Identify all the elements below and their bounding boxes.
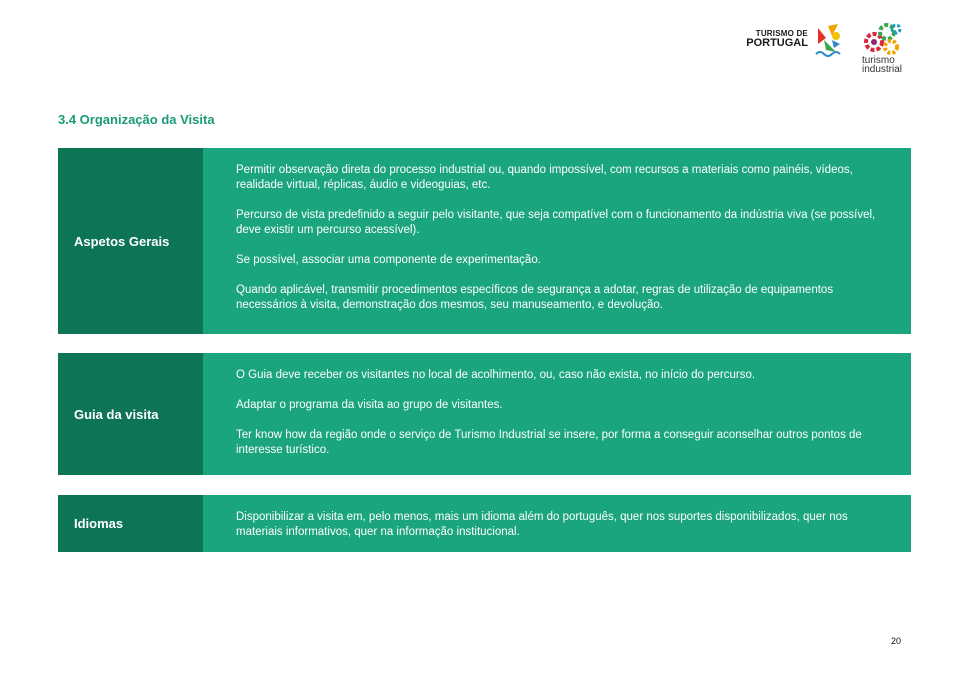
panel-paragraph: Disponibilizar a visita em, pelo menos, mais um idioma além do português, quer nos suportes disponibilizados, quer nos materiais informativos, quer na informação institucional. [236, 511, 848, 538]
panel-paragraph: Quando aplicável, transmitir procedimentos específicos de segurança a adotar, regras de utilização de equipamentos necessários à visita, demonstração dos mesmos, seu manuseamento, e devolução. [236, 284, 834, 311]
header-logos [746, 22, 902, 74]
tp-logo-line1: TURISMO DE [755, 29, 808, 39]
page-number: 20 [890, 636, 901, 646]
turismo-industrial-logo [862, 22, 902, 74]
panel-label: Guia da visita [58, 353, 203, 475]
ti-logo-line2: industrial [861, 64, 902, 75]
tp-logo-line2: PORTUGAL [746, 37, 808, 50]
panel-paragraph: O Guia deve receber os visitantes no local de acolhimento, ou, caso não exista, no início do percurso. [236, 369, 756, 381]
section-title: 3.4 Organização da Visita [58, 112, 215, 127]
panel-paragraph: Se possível, associar uma componente de experimentação. [236, 254, 541, 266]
tp-flower-icon [812, 22, 846, 58]
panel-paragraph: Adaptar o programa da visita ao grupo de visitantes. [236, 399, 503, 411]
panel-body [203, 148, 911, 334]
panel-body [203, 495, 911, 552]
panel-label: Idiomas [58, 495, 203, 552]
panel-paragraph: Percurso de vista predefinido a seguir pelo visitante, que seja compatível com o funcionamento da indústria viva (se possível, deve existir um percurso acessível). [236, 209, 876, 236]
panel-paragraph: Ter know how da região onde o serviço de Turismo Industrial se insere, por forma a conseguir aconselhar outros pontos de interesse turístico. [236, 429, 862, 456]
ti-logo-line1: turismo [861, 55, 895, 66]
panel-aspetos-gerais [58, 148, 911, 334]
panel-label: Aspetos Gerais [58, 148, 203, 334]
panel-guia-da-visita [58, 353, 911, 475]
panel-paragraph: Permitir observação direta do processo industrial ou, quando impossível, com recursos a materiais como painéis, vídeos, realidade virtual, réplicas, áudio e videoguias, etc. [236, 164, 853, 191]
turismo-industrial-gears-icon [862, 22, 902, 56]
panel-idiomas [58, 495, 911, 552]
turismo-de-portugal-logo [746, 22, 846, 58]
panel-body [203, 353, 911, 475]
